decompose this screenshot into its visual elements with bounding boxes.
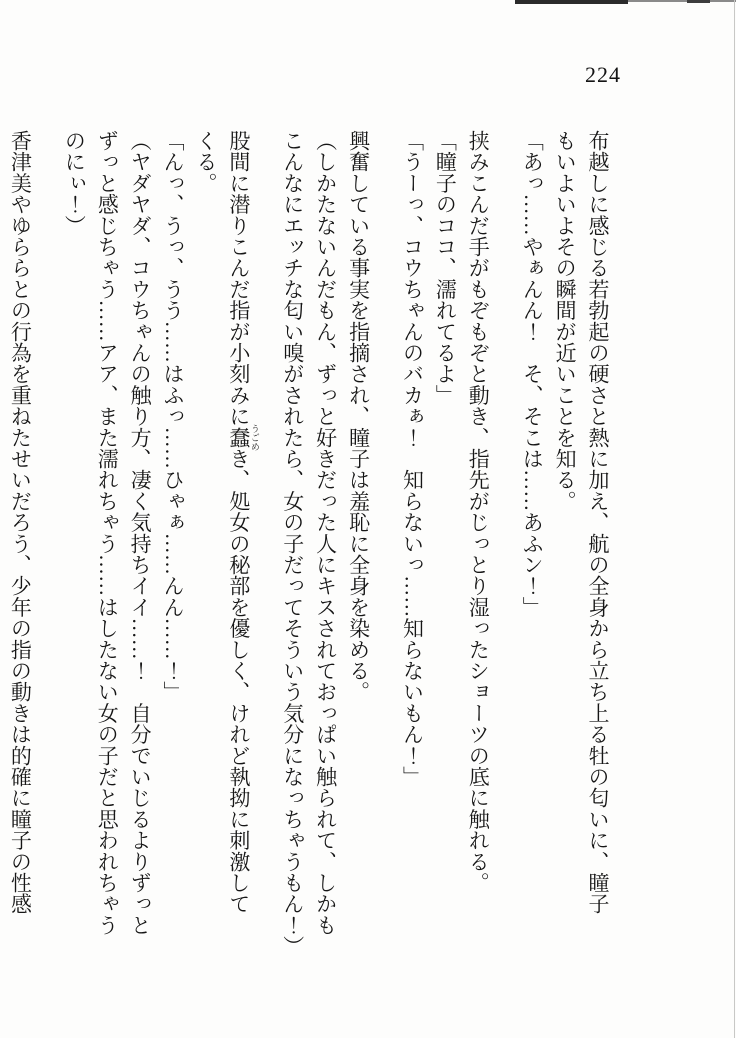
- page-number: 224: [585, 62, 621, 87]
- text-line: こんなにエッチな匂い嗅がされたら、女の子だってそういう気分になっちゃうもん！）: [280, 130, 305, 957]
- text-line: 香津美やゆららとの行為を重ねたせいだろう、少年の指の動きは的確に瞳子の性感: [8, 130, 33, 915]
- text-line: （しかたないんだもん、ずっと好きだった人にキスされておっぱい触られて、しかも: [313, 130, 338, 936]
- text-line: 「うーっ、コウちゃんのバカぁ！ 知らないっ……知らないもん！」: [400, 130, 425, 788]
- scan-artifact-top-dark: [515, 0, 628, 4]
- furigana-annotation: 蠢 うごめ: [226, 423, 260, 451]
- text-line: 布越しに感じる若勃起の硬さと熱に加え、航の全身から立ち上る牡の匂いに、瞳子: [586, 130, 610, 915]
- scan-artifact-right-edge: [734, 0, 735, 1038]
- text-line: 「瞳子のココ、濡れてるよ」: [433, 130, 458, 406]
- text-line: 「あっ……やぁんん！ そ、そこは……あふン！」: [520, 130, 545, 618]
- text-line: 挟みこんだ手がもぞもぞと動き、指先がじっとり湿ったショーツの底に触れる。: [466, 130, 491, 894]
- text-line: [0, 130, 4, 942]
- scan-artifact-top-blob: [687, 0, 710, 3]
- text-line: もいよいよその瞬間が近いことを知る。: [553, 130, 578, 512]
- text-block: [0, 130, 635, 957]
- text-line: ずっと感じちゃう……アア、また濡れちゃう……はしたない女の子だと思われちゃう: [95, 130, 120, 936]
- text-line: （ヤダヤダ、コウちゃんの触り方、凄く気持ちイイ……！ 自分でいじるよりずっと: [128, 130, 153, 936]
- text-line: 興奮している事実を指摘され、瞳子は羞恥に全身を染める。: [346, 130, 371, 703]
- text-line: 股間に潜りこんだ指が小刻みに蠢 うごめき、処女の秘部を優しく、けれど執拗に刺激して: [226, 130, 260, 915]
- text-line: くる。: [193, 130, 218, 194]
- text-line: 「んっ、うっ、うう……はふっ……ひゃぁ……んん……！」: [161, 130, 186, 703]
- scan-artifact-top-gray: [628, 0, 736, 2]
- text-line: のにぃ！）: [62, 130, 87, 236]
